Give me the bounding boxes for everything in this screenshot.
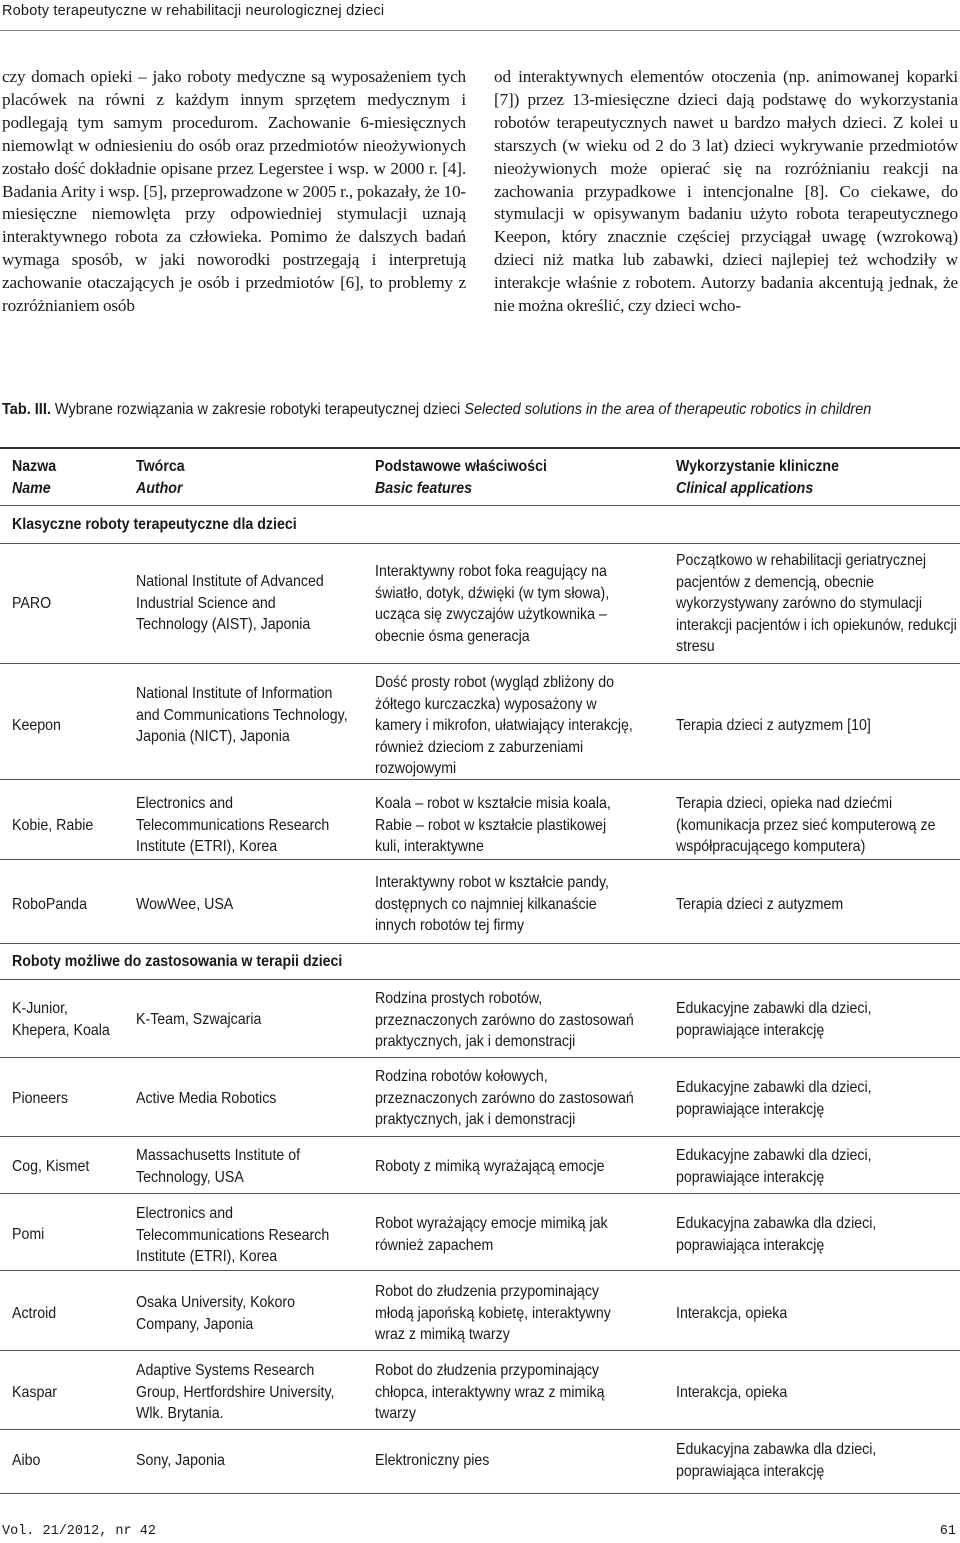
table-cell-author: Active Media Robotics bbox=[136, 1090, 277, 1107]
caption-english: Selected solutions in the area of therapeutic robotics in children bbox=[464, 401, 872, 418]
table-cell-features: Robot do złudzenia przypominający chłopca, interaktywny wraz z mimiką twarzy bbox=[375, 1362, 605, 1422]
section-title-possible: Roboty możliwe do zastosowania w terapii dzieci bbox=[12, 953, 343, 970]
table-cell-author: National Institute of Advanced Industrial Science and Technology (AIST), Japonia bbox=[136, 573, 324, 633]
table-cell-name: Kobie, Rabie bbox=[12, 817, 94, 834]
table-cell-clinical: Terapia dzieci z autyzmem [10] bbox=[676, 717, 871, 734]
section-rule bbox=[0, 543, 960, 544]
table-cell-clinical: Terapia dzieci, opieka nad dziećmi (komunikacja przez sieć komputerową ze współpracującego komputera) bbox=[676, 795, 936, 855]
table-cell-features: Robot wyrażający emocje mimiką jak również zapachem bbox=[375, 1215, 608, 1254]
table-cell-features: Roboty z mimiką wyrażającą emocje bbox=[375, 1158, 605, 1175]
left-column-text: czy domach opieki – jako roboty medyczne są wyposażeniem tych placówek na równi z każdym innym sprzętem medycznym i podlegają tym samym procedurom. Zachowanie 6-miesięcznych niemowląt w odniesieniu do osób oraz przedmiotów nieożywionych zostało dość dokładnie opisane przez Legerstee i wsp. w 2000 r. [4]. Badania Arity i wsp. [5], przeprowadzone w 2005 r., pokazały, że 10-miesięczne niemowlęta przy odpowiedniej stymulacji uznają interaktywnego robota za człowieka. Pomimo że dalszych badań wymaga sposób, w jaki noworodki postrzegają i interpretują zachowanie otaczających je osób i przedmiotów [6], to problemy z rozróżnianiem osób bbox=[2, 67, 466, 316]
row-rule bbox=[0, 779, 960, 780]
table-cell-author: Adaptive Systems Research Group, Hertfordshire University, Wlk. Brytania. bbox=[136, 1362, 335, 1422]
row-rule bbox=[0, 1350, 960, 1351]
caption-polish: Wybrane rozwiązania w zakresie robotyki terapeutycznej dzieci bbox=[54, 401, 461, 418]
header-rule-bottom bbox=[0, 505, 960, 506]
table-cell-name: Aibo bbox=[12, 1452, 41, 1469]
table-cell-author: Sony, Japonia bbox=[136, 1452, 225, 1469]
header-author: Twórca Author bbox=[136, 458, 185, 497]
table-cell-author: National Institute of Information and Communications Technology, Japonia (NICT), Japonia bbox=[136, 685, 348, 745]
page-footer bbox=[0, 1518, 960, 1543]
table-cell-author: Osaka University, Kokoro Company, Japonia bbox=[136, 1294, 296, 1333]
table-cell-clinical: Interakcja, opieka bbox=[676, 1305, 788, 1322]
table-cell-clinical: Edukacyjne zabawki dla dzieci, poprawiające interakcję bbox=[676, 1079, 872, 1118]
table-cell-clinical: Terapia dzieci z autyzmem bbox=[676, 896, 844, 913]
table-cell-clinical: Edukacyjna zabawka dla dzieci, poprawiająca interakcję bbox=[676, 1215, 877, 1254]
table-cell-features: Dość prosty robot (wygląd zbliżony do żółtego kurczaczka) wyposażony w kamery i mikrofon, ułatwiający interakcję, również dzieciom z zaburzeniami rozwojowymi bbox=[375, 674, 633, 777]
table-cell-name: Pomi bbox=[12, 1226, 45, 1243]
table-cell-features: Rodzina robotów kołowych, przeznaczonych zarówno do zastosowań praktycznych, jak i demonstracji bbox=[375, 1068, 634, 1128]
page-number: 61 bbox=[939, 1524, 956, 1539]
caption-label: Tab. III. bbox=[2, 401, 51, 418]
table-cell-clinical: Początkowo w rehabilitacji geriatrycznej pacjentów z demencją, obecnie wykorzystywany zarówno do stymulacji interakcji pacjentów i ich opiekunów, redukcji stresu bbox=[676, 552, 957, 655]
table-cell-name: RoboPanda bbox=[12, 896, 87, 913]
table-cell-name: Pioneers bbox=[12, 1090, 69, 1107]
row-rule bbox=[0, 1270, 960, 1271]
footer-volume: Vol. 21/2012, nr 42 bbox=[2, 1524, 156, 1539]
row-rule bbox=[0, 1193, 960, 1194]
row-rule bbox=[0, 1057, 960, 1058]
header-name: Nazwa Name bbox=[12, 458, 57, 497]
table-cell-name: K-Junior, Khepera, Koala bbox=[12, 1000, 110, 1039]
row-rule bbox=[0, 663, 960, 664]
table-cell-author: Massachusetts Institute of Technology, USA bbox=[136, 1147, 301, 1186]
row-rule bbox=[0, 943, 960, 944]
table-cell-author: Electronics and Telecommunications Research Institute (ETRI), Korea bbox=[136, 795, 330, 855]
table-cell-features: Robot do złudzenia przypominający młodą japońską kobietę, interaktywny wraz z mimiką twarzy bbox=[375, 1283, 611, 1343]
row-rule bbox=[0, 859, 960, 860]
row-rule bbox=[0, 1136, 960, 1137]
table-cell-clinical: Interakcja, opieka bbox=[676, 1384, 788, 1401]
header-features: Podstawowe właściwości Basic features bbox=[375, 458, 547, 497]
section-rule bbox=[0, 979, 960, 980]
header-clinical: Wykorzystanie kliniczne Clinical applications bbox=[676, 458, 839, 497]
table-cell-name: PARO bbox=[12, 595, 52, 612]
table-cell-name: Cog, Kismet bbox=[12, 1158, 90, 1175]
table-cell-name: Keepon bbox=[12, 717, 61, 734]
row-rule bbox=[0, 1429, 960, 1430]
header-rule bbox=[0, 30, 960, 31]
table-cell-name: Actroid bbox=[12, 1305, 57, 1322]
table-cell-features: Elektroniczny pies bbox=[375, 1452, 490, 1469]
table-cell-features: Rodzina prostych robotów, przeznaczonych zarówno do zastosowań praktycznych, jak i demonstracji bbox=[375, 990, 634, 1050]
table-cell-features: Interaktywny robot w kształcie pandy, dostępnych co najmniej kilkanaście innych robotów tej firmy bbox=[375, 874, 609, 934]
table-caption bbox=[2, 398, 951, 421]
table-cell-features: Koala – robot w kształcie misia koala, Rabie – robot w kształcie plastikowej kuli, interaktywne bbox=[375, 795, 611, 855]
right-column-text: od interaktywnych elementów otoczenia (np. animowanej koparki [7]) przez 13-miesięczne dzieci dają podstawę do wykorzystania robotów terapeutycznych nawet u bardzo małych dzieci. Z kolei u starszych (w wieku od 2 do 3 lat) dzieci wykrywanie przedmiotów nieożywionych może opierać się na rozróżnianiu reakcji na zachowania przypadkowe i intencjonalne [8]. Co ciekawe, do stymulacji w opisywanym badaniu użyto robota terapeutycznego Keepon, który znacznie częściej przyciągał uwagę (wzrokową) dzieci niż matka lub zabawki, dzieci najlepiej też wchodziły w interakcje właśnie z robotem. Autorzy badania akcentują jednak, że nie można określić, czy dzieci wcho- bbox=[494, 67, 958, 316]
table-cell-author: K-Team, Szwajcaria bbox=[136, 1011, 262, 1028]
table-cell-features: Interaktywny robot foka reagujący na światło, dotyk, dźwięki (w tym słowa), ucząca się zwyczajów użytkownika – obecnie ósma generacja bbox=[375, 563, 610, 645]
running-head: Roboty terapeutyczne w rehabilitacji neurologicznej dzieci bbox=[2, 3, 385, 19]
table-cell-name: Kaspar bbox=[12, 1384, 57, 1401]
table-cell-clinical: Edukacyjna zabawka dla dzieci, poprawiająca interakcję bbox=[676, 1441, 877, 1480]
table-top-rule bbox=[0, 447, 960, 449]
table-cell-author: WowWee, USA bbox=[136, 896, 234, 913]
table-bottom-rule bbox=[0, 1493, 960, 1494]
table-cell-clinical: Edukacyjne zabawki dla dzieci, poprawiające interakcję bbox=[676, 1000, 872, 1039]
table-cell-author: Electronics and Telecommunications Research Institute (ETRI), Korea bbox=[136, 1205, 330, 1265]
section-title-classic: Klasyczne roboty terapeutyczne dla dzieci bbox=[12, 516, 297, 533]
table-cell-clinical: Edukacyjne zabawki dla dzieci, poprawiające interakcję bbox=[676, 1147, 872, 1186]
